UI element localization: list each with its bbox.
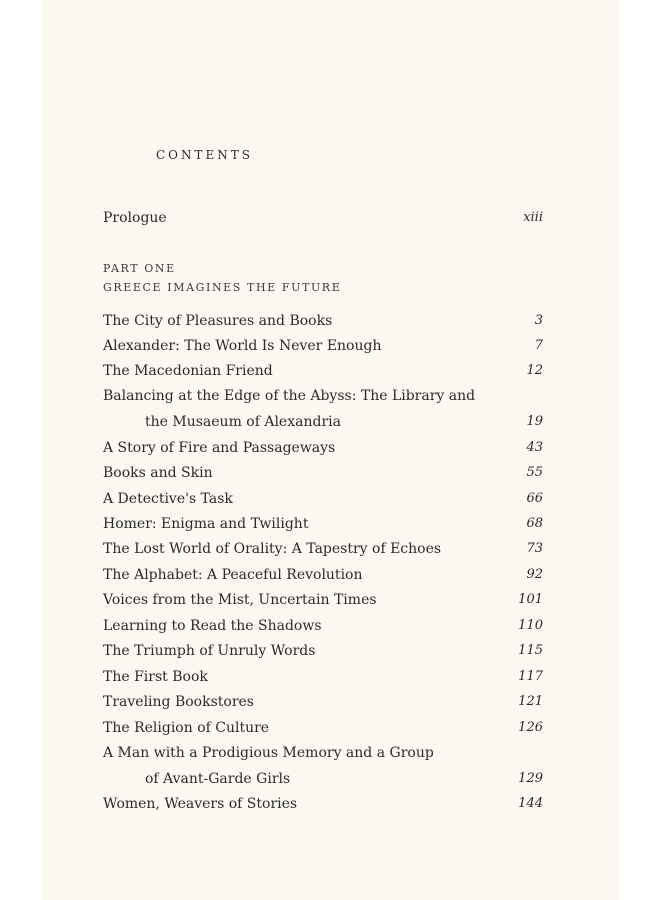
toc-page-number: 126	[518, 720, 543, 735]
toc-entry	[103, 744, 543, 762]
toc-entry-title: Homer: Enigma and Twilight	[103, 516, 309, 532]
toc-entry	[103, 795, 543, 813]
toc-entry	[103, 566, 543, 584]
toc-entry	[103, 515, 543, 533]
toc-page-number: 66	[526, 491, 543, 506]
toc-entry-title: The City of Pleasures and Books	[103, 313, 333, 329]
toc-entry	[103, 312, 543, 330]
toc-page-number: 117	[518, 669, 543, 684]
toc-entry-prologue	[103, 209, 543, 227]
toc-entry-title: Learning to Read the Shadows	[103, 618, 322, 634]
toc-page-number: 121	[518, 694, 543, 709]
toc-page-number: 144	[518, 796, 543, 811]
toc-page-number: 110	[518, 618, 543, 633]
toc-entry-title: Voices from the Mist, Uncertain Times	[103, 592, 377, 608]
toc-entry-title: Books and Skin	[103, 465, 213, 481]
toc-entry	[103, 591, 543, 609]
toc-entry	[103, 540, 543, 558]
toc-entry	[103, 337, 543, 355]
toc-entry	[103, 668, 543, 686]
part-subtitle: GREECE IMAGINES THE FUTURE	[103, 281, 342, 294]
toc-entry-title: The First Book	[103, 669, 208, 685]
toc-entry	[103, 362, 543, 380]
toc-page-number: 101	[518, 592, 543, 607]
toc-page-number: 55	[526, 465, 543, 480]
toc-entry	[103, 693, 543, 711]
toc-entry-title: The Triumph of Unruly Words	[103, 643, 316, 659]
toc-page-number: 7	[534, 338, 543, 353]
toc-entry-title: Alexander: The World Is Never Enough	[103, 338, 382, 354]
toc-page-number: xiii	[523, 210, 543, 225]
toc-page-number: 73	[526, 541, 543, 556]
toc-page-number: 115	[518, 643, 543, 658]
toc-entry	[103, 617, 543, 635]
toc-entry-title: Prologue	[103, 210, 167, 226]
toc-entry	[103, 439, 543, 457]
toc-entry	[103, 490, 543, 508]
toc-entry	[103, 642, 543, 660]
toc-page-number: 12	[526, 363, 543, 378]
toc-entry-title: The Lost World of Orality: A Tapestry of Echoes	[103, 541, 442, 557]
toc-page-number: 3	[534, 313, 543, 328]
toc-entry-title: A Man with a Prodigious Memory and a Group	[103, 745, 434, 761]
book-page	[42, 0, 620, 900]
toc-entry-title: The Alphabet: A Peaceful Revolution	[103, 567, 363, 583]
toc-entry	[103, 719, 543, 737]
toc-entry-title: A Detective's Task	[103, 491, 233, 507]
toc-page-number: 19	[526, 414, 543, 429]
toc-entry-title: The Religion of Culture	[103, 720, 270, 736]
contents-heading: CONTENTS	[156, 148, 254, 162]
part-label: PART ONE	[103, 262, 176, 275]
toc-page-number: 43	[526, 440, 543, 455]
toc-page-number: 129	[518, 771, 543, 786]
toc-entry-title: Women, Weavers of Stories	[103, 796, 298, 812]
toc-entry-title: The Macedonian Friend	[103, 363, 273, 379]
toc-entry-title: A Story of Fire and Passageways	[103, 440, 336, 456]
toc-entry-title-continued: of Avant-Garde Girls	[145, 771, 291, 787]
toc-page-number: 68	[526, 516, 543, 531]
toc-entry	[103, 464, 543, 482]
toc-entry-title: Traveling Bookstores	[103, 694, 254, 710]
toc-entry-title-continued: the Musaeum of Alexandria	[145, 414, 341, 430]
toc-page-number: 92	[526, 567, 543, 582]
toc-entry-title: Balancing at the Edge of the Abyss: The Library and	[103, 388, 476, 404]
toc-entry	[103, 387, 543, 405]
